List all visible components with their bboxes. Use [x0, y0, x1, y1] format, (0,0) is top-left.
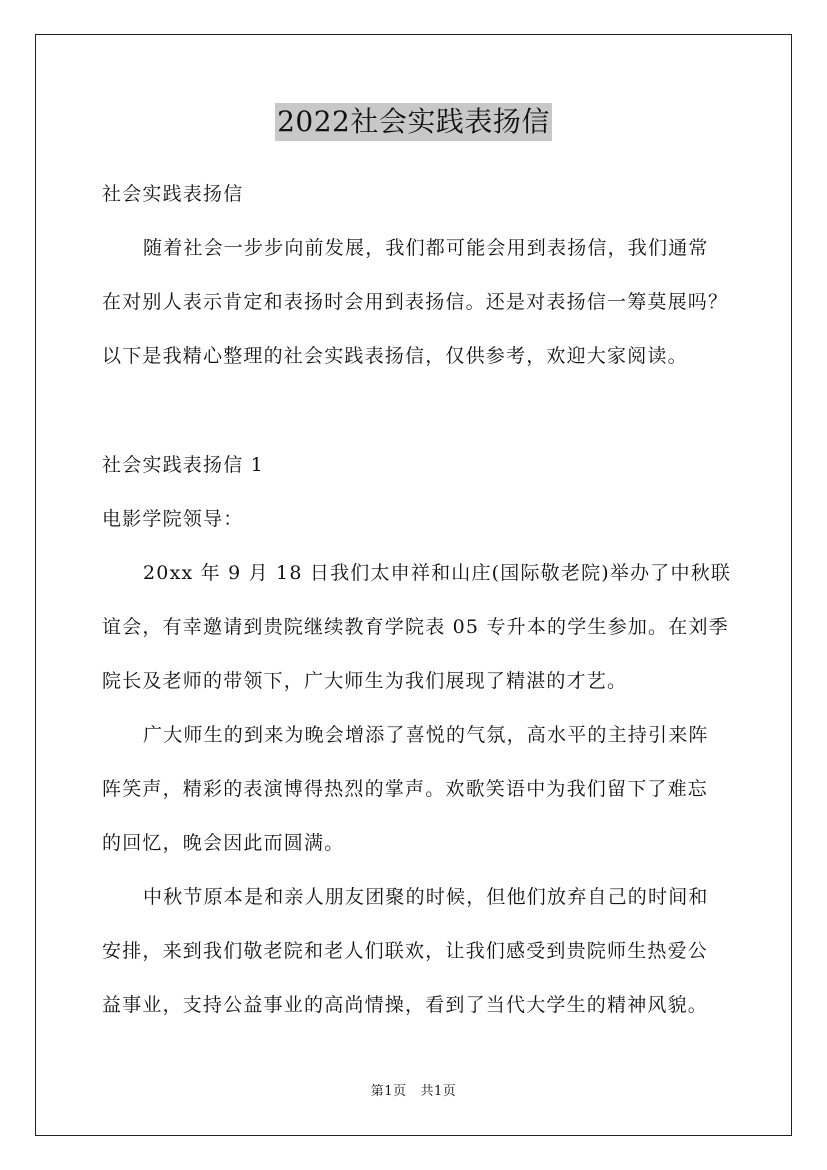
salutation: 电影学院领导： — [102, 508, 244, 530]
page-total: 共1页 — [420, 1084, 457, 1099]
body-paragraph-line: 安排，来到我们敬老院和老人们联欢，让我们感受到贵院师生热爱公 — [102, 940, 709, 962]
document-title: 2022社会实践表扬信 — [275, 103, 552, 141]
body-paragraph-line: 广大师生的到来为晚会增添了喜悦的气氛，高水平的主持引来阵 — [143, 724, 709, 746]
intro-paragraph-line: 在对别人表示肯定和表扬时会用到表扬信。还是对表扬信一筹莫展吗？ — [102, 291, 729, 313]
title-container — [0, 103, 827, 141]
page-footer — [0, 1084, 827, 1100]
body-paragraph-line: 益事业，支持公益事业的高尚情操，看到了当代大学生的精神风貌。 — [102, 994, 709, 1016]
intro-paragraph-line: 以下是我精心整理的社会实践表扬信，仅供参考，欢迎大家阅读。 — [102, 345, 688, 367]
subtitle-line: 社会实践表扬信 — [102, 183, 244, 205]
body-paragraph-line: 20xx 年 9 月 18 日我们太申祥和山庄(国际敬老院)举办了中秋联 — [143, 562, 732, 584]
body-paragraph-line: 谊会，有幸邀请到贵院继续教育学院表 05 专升本的学生参加。在刘季 — [102, 616, 729, 638]
body-paragraph-line: 的回忆，晚会因此而圆满。 — [102, 832, 345, 854]
body-paragraph-line: 阵笑声，精彩的表演博得热烈的掌声。欢歌笑语中为我们留下了难忘 — [102, 778, 709, 800]
section-heading: 社会实践表扬信 1 — [102, 454, 264, 476]
body-paragraph-line: 院长及老师的带领下，广大师生为我们展现了精湛的才艺。 — [102, 670, 628, 692]
page-number: 第1页 — [370, 1084, 407, 1099]
body-paragraph-line: 中秋节原本是和亲人朋友团聚的时候，但他们放弃自己的时间和 — [143, 886, 709, 908]
intro-paragraph-line: 随着社会一步步向前发展，我们都可能会用到表扬信，我们通常 — [143, 237, 709, 259]
